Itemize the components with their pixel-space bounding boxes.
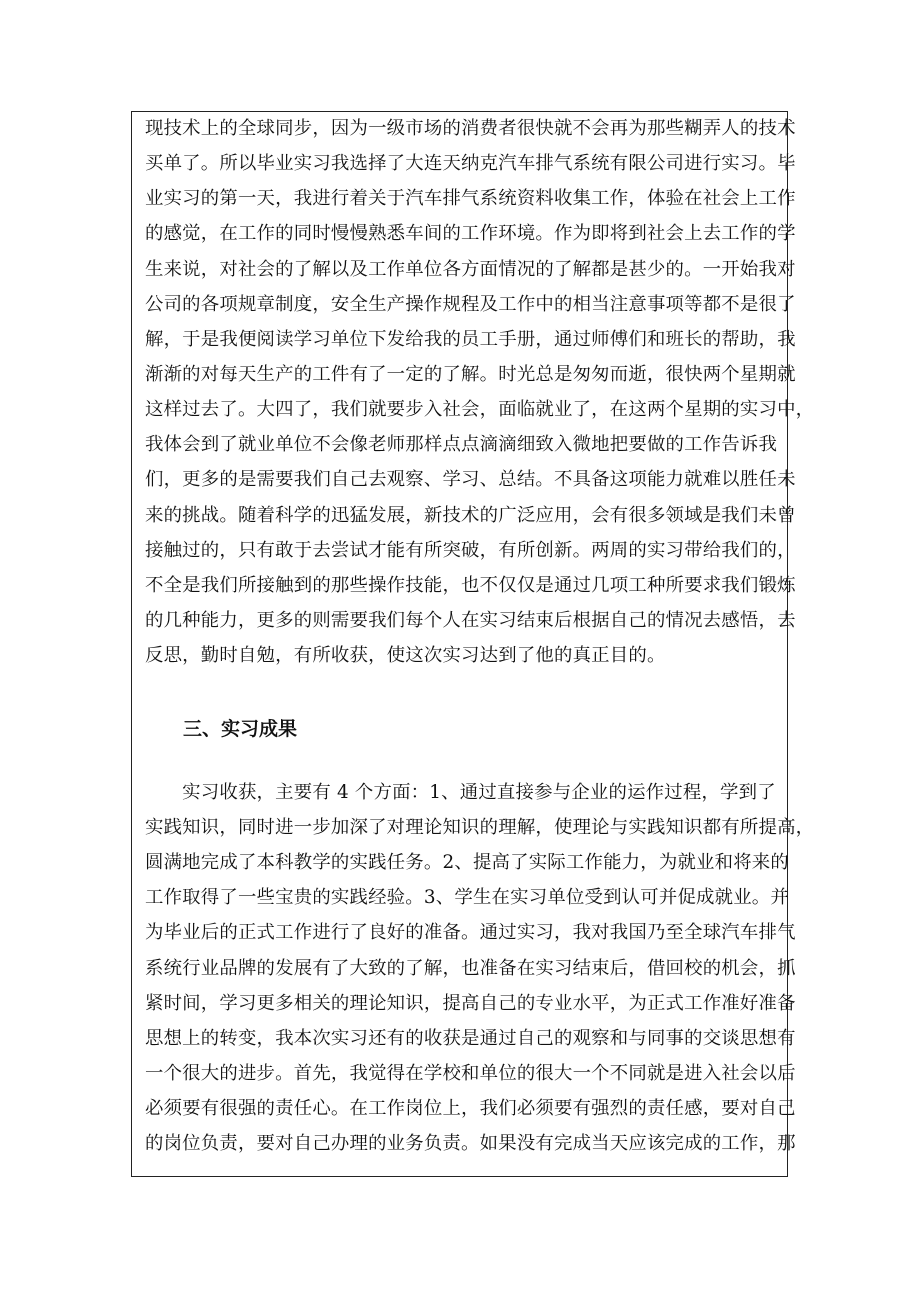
paragraph-1-line: 不全是我们所接触到的那些操作技能，也不仅仅是通过几项工种所要求我们锻炼 (145, 575, 796, 596)
paragraph-2-line: 为毕业后的正式工作进行了良好的准备。通过实习，我对我国乃至全球汽车排气 (145, 922, 796, 943)
paragraph-1-line: 的感觉，在工作的同时慢慢熟悉车间的工作环境。作为即将到社会上去工作的学 (145, 223, 796, 244)
paragraph-1-line: 来的挑战。随着科学的迅猛发展，新技术的广泛应用，会有很多领域是我们未曾 (145, 505, 796, 526)
paragraph-1-line: 现技术上的全球同步，因为一级市场的消费者很快就不会再为那些糊弄人的技术 (145, 118, 796, 139)
paragraph-2-line: 系统行业品牌的发展有了大致的了解，也准备在实习结束后，借回校的机会，抓 (145, 958, 796, 979)
paragraph-1-line: 买单了。所以毕业实习我选择了大连天纳克汽车排气系统有限公司进行实习。毕 (145, 153, 796, 174)
paragraph-1-line: 反思，勤时自勉，有所收获，使这次实习达到了他的真正目的。 (145, 645, 666, 666)
paragraph-2-line: 实习收获，主要有 4 个方面：1、通过直接参与企业的运作过程，学到了 (145, 782, 776, 803)
section-heading: 三、实习成果 (183, 718, 298, 740)
paragraph-2-line: 实践知识，同时进一步加深了对理论知识的理解，使理论与实践知识都有所提高， (145, 817, 815, 838)
paragraph-1-line: 公司的各项规章制度，安全生产操作规程及工作中的相当注意事项等都不是很了 (145, 294, 796, 315)
paragraph-2-line: 的岗位负责，要对自己办理的业务负责。如果没有完成当天应该完成的工作，那 (145, 1133, 796, 1154)
paragraph-1-line: 的几种能力，更多的则需要我们每个人在实习结束后根据自己的情况去感悟，去 (145, 610, 796, 631)
paragraph-1-line: 们，更多的是需要我们自己去观察、学习、总结。不具备这项能力就难以胜任未 (145, 469, 796, 490)
paragraph-2-line: 思想上的转变，我本次实习还有的收获是通过自己的观察和与同事的交谈思想有 (145, 1028, 796, 1049)
paragraph-1-line: 生来说，对社会的了解以及工作单位各方面情况的了解都是甚少的。一开始我对 (145, 259, 796, 280)
paragraph-2-line: 一个很大的进步。首先，我觉得在学校和单位的很大一个不同就是进入社会以后 (145, 1063, 796, 1084)
paragraph-2-line: 紧时间，学习更多相关的理论知识，提高自己的专业水平，为正式工作准好准备 (145, 993, 796, 1014)
paragraph-1-line: 业实习的第一天，我进行着关于汽车排气系统资料收集工作，体验在社会上工作 (145, 188, 796, 209)
paragraph-1-line: 接触过的，只有敢于去尝试才能有所突破，有所创新。两周的实习带给我们的， (145, 540, 796, 561)
paragraph-2-line: 必须要有很强的责任心。在工作岗位上，我们必须要有强烈的责任感，要对自己 (145, 1098, 796, 1119)
paragraph-2-line: 圆满地完成了本科教学的实践任务。2、提高了实际工作能力，为就业和将来的 (145, 852, 789, 873)
paragraph-1-line: 渐渐的对每天生产的工件有了一定的了解。时光总是匆匆而逝，很快两个星期就 (145, 364, 796, 385)
paragraph-1-line: 我体会到了就业单位不会像老师那样点点滴滴细致入微地把要做的工作告诉我 (145, 434, 778, 455)
paragraph-2-line: 工作取得了一些宝贵的实践经验。3、学生在实习单位受到认可并促成就业。并 (145, 887, 789, 908)
paragraph-1-line: 解，于是我便阅读学习单位下发给我的员工手册，通过师傅们和班长的帮助，我 (145, 329, 796, 350)
paragraph-1-line: 这样过去了。大四了，我们就要步入社会，面临就业了，在这两个星期的实习中， (145, 399, 815, 420)
